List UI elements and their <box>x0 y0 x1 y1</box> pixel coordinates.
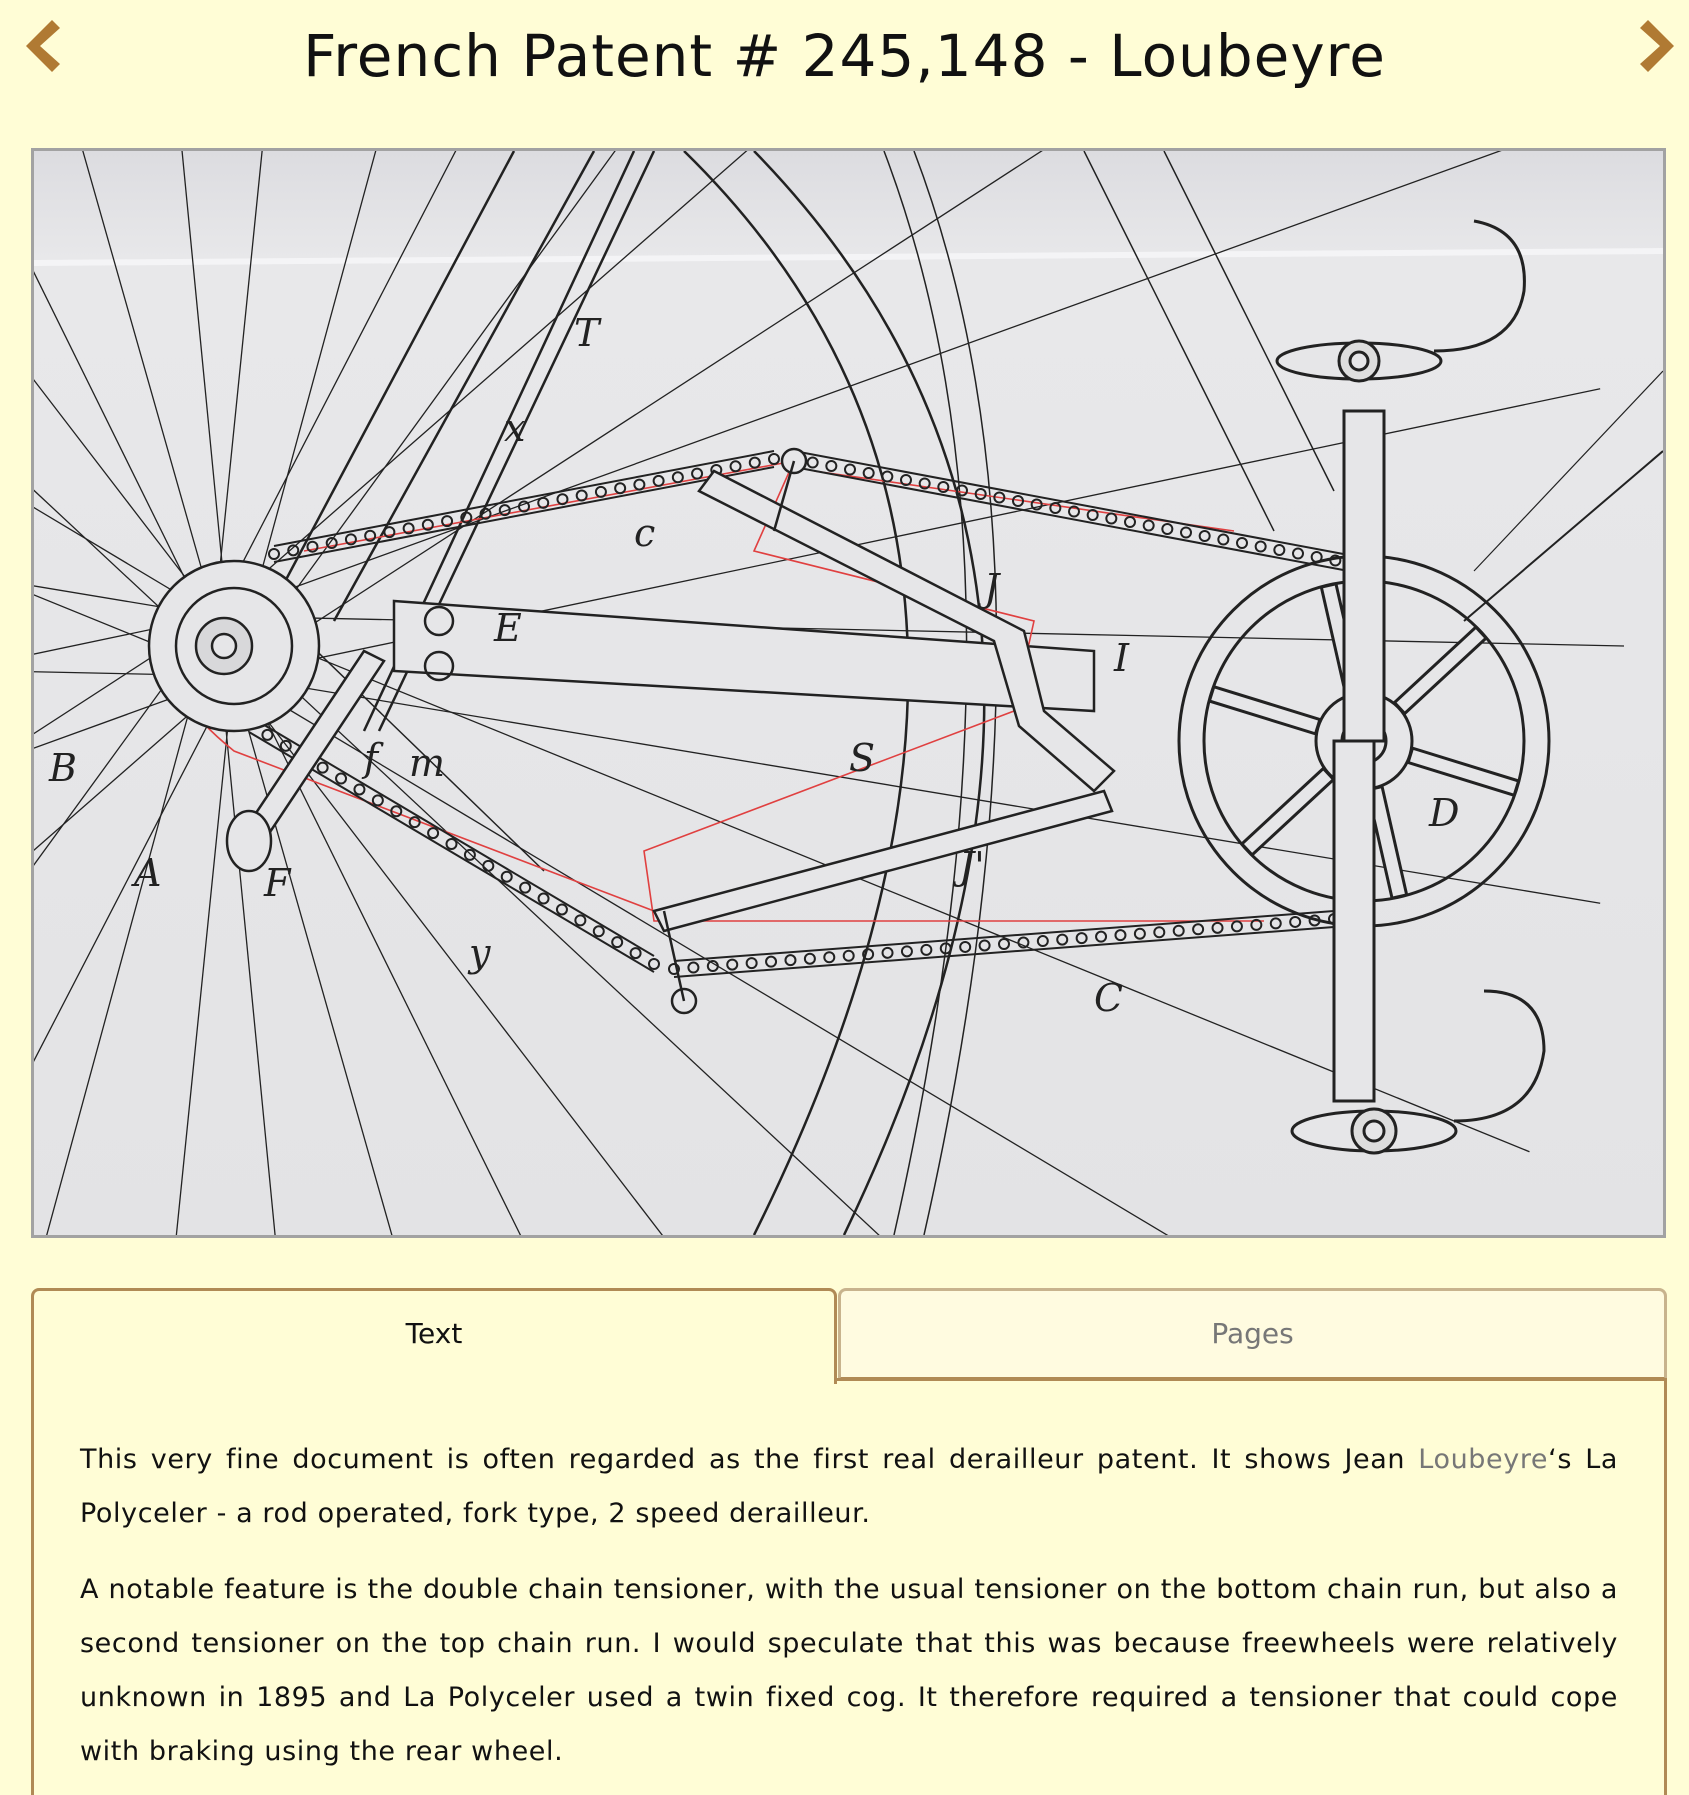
paragraph-1-start: This very fine document is often regarded as the first real derailleur patent. It shows Jean <box>80 1444 1419 1475</box>
page-title: French Patent # 245,148 - Loubeyre <box>303 22 1386 90</box>
paragraph-2: A notable feature is the double chain tensioner, with the usual tensioner on the bottom chain run, but also a second tensioner on the top chain run. I would speculate that this was because freewheels were relatively unknown in 1895 and La Polyceler used a twin fixed cog. It therefore required a tensioner that could cope with braking using the rear wheel. <box>80 1574 1618 1767</box>
tab-pages[interactable]: Pages <box>838 1288 1667 1380</box>
label-f: f <box>364 736 379 780</box>
label-m: m <box>409 741 446 785</box>
label-S: S <box>849 736 876 780</box>
label-T: T <box>574 311 600 355</box>
patent-drawing <box>31 148 1666 1238</box>
tab-text[interactable]: Text <box>31 1288 837 1384</box>
label-J: J <box>984 566 1000 610</box>
label-D: D <box>1429 791 1460 835</box>
text-panel <box>31 1378 1667 1795</box>
loubeyre-link[interactable]: Loubeyre <box>1418 1444 1549 1475</box>
paragraph-1 <box>80 1433 1618 1541</box>
label-J-prime: J' <box>959 844 985 888</box>
label-x: x <box>504 406 526 450</box>
label-c: c <box>634 511 656 555</box>
label-B: B <box>49 746 77 790</box>
label-F: F <box>264 861 291 905</box>
label-y: y <box>469 931 491 975</box>
label-I: I <box>1114 636 1130 680</box>
label-A: A <box>134 851 162 895</box>
label-E: E <box>494 606 522 650</box>
label-C: C <box>1094 976 1124 1020</box>
paragraph-1-end: ‘s La Polyceler - a rod operated, fork type, 2 speed derailleur. <box>80 1444 1618 1529</box>
